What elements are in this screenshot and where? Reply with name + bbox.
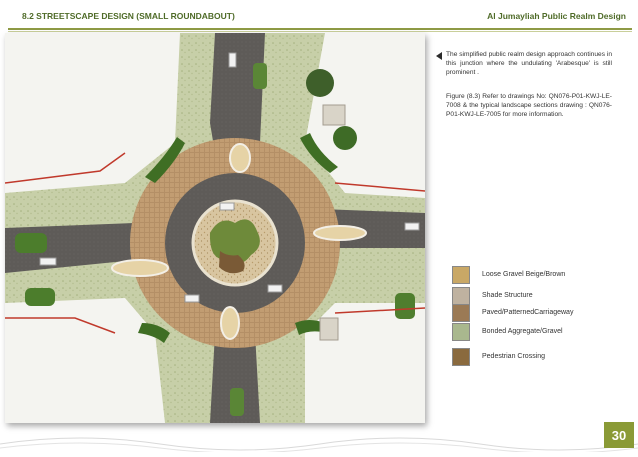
legend-label: Pedestrian Crossing bbox=[482, 353, 546, 360]
roundabout-plan-image bbox=[5, 33, 425, 423]
legend-item bbox=[452, 348, 622, 366]
paved-carriageway-swatch bbox=[452, 304, 470, 322]
legend-label: Loose Gravel Beige/Brown bbox=[482, 271, 566, 278]
page-number: 30 bbox=[604, 422, 634, 448]
legend-label: Paved/PatternedCarriageway bbox=[482, 309, 574, 316]
header-divider-thin bbox=[8, 31, 632, 32]
shade-structure-swatch bbox=[452, 287, 470, 305]
loose-gravel-swatch bbox=[452, 266, 470, 284]
legend-item bbox=[452, 287, 622, 305]
footer bbox=[0, 422, 638, 452]
legend-item bbox=[452, 304, 622, 322]
description-paragraph-2: Figure (8.3) Refer to drawings No: QN076-P01-KWJ-LE-7008 & the typical landscape sections drawing : QN076-P01-KWJ-LE-7005 for more information. bbox=[446, 93, 612, 118]
roundabout-plan-drawing bbox=[5, 33, 425, 423]
bonded-aggregate-swatch bbox=[452, 323, 470, 341]
pedestrian-crossing-swatch bbox=[452, 348, 470, 366]
legend-label: Bonded Aggregate/Gravel bbox=[482, 328, 563, 335]
footer-pattern bbox=[0, 422, 638, 452]
document-title: Al Jumayliah Public Realm Design bbox=[487, 11, 626, 21]
description-text bbox=[446, 50, 612, 119]
bullet-arrow-icon bbox=[436, 52, 442, 60]
description-paragraph-1: The simplified public realm design approach continues in this junction where the undulating 'Arabesque' is still prominent . bbox=[446, 51, 612, 76]
legend-item bbox=[452, 266, 622, 284]
section-title: 8.2 STREETSCAPE DESIGN (SMALL ROUNDABOUT) bbox=[22, 11, 235, 21]
header-divider bbox=[8, 28, 632, 30]
legend-label: Shade Structure bbox=[482, 292, 533, 299]
legend-item bbox=[452, 323, 622, 341]
